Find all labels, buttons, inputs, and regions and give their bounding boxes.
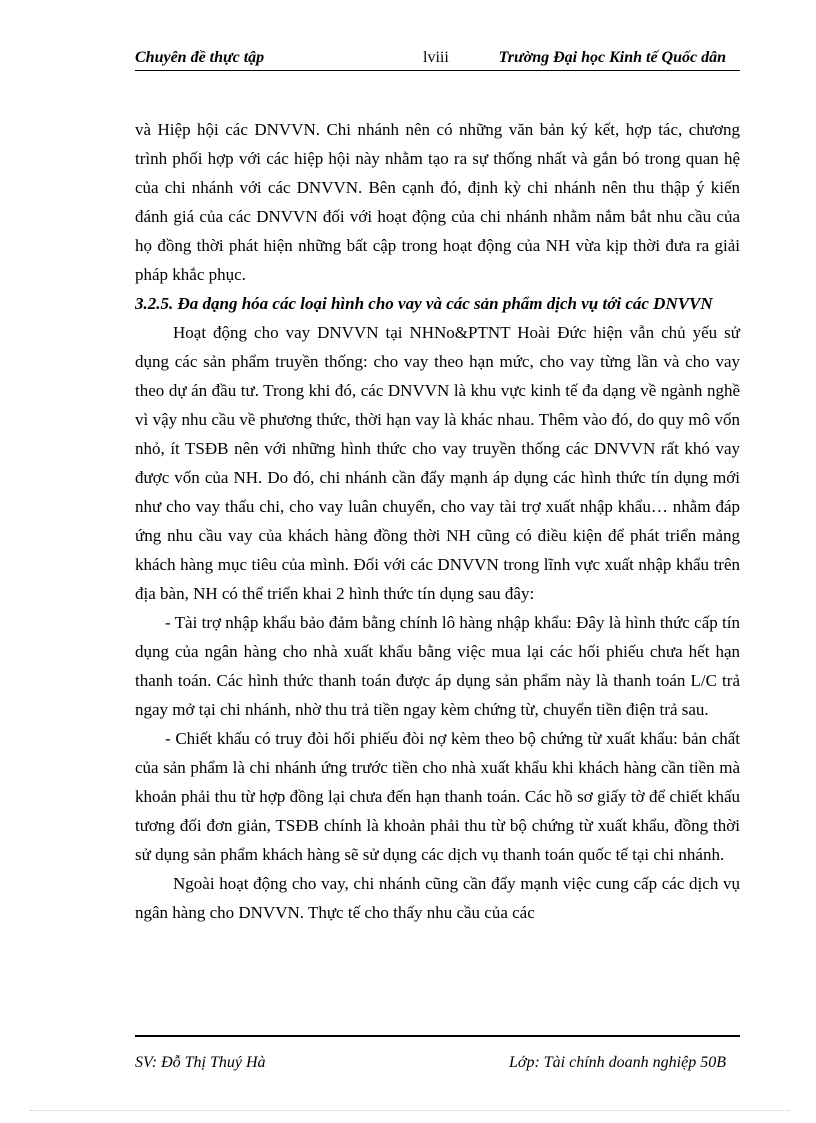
bullet-paragraph-import-finance: - Tài trợ nhập khẩu bảo đảm bằng chính lô hàng nhập khẩu: Đây là hình thức cấp tín dụng của ngân hàng cho nhà xuất khẩu bằng việc mua lại các hối phiếu chưa hết hạn thanh toán. Các hình thức thanh toán được áp dụng sản phẩm này là thanh toán L/C trả ngay mở tại chi nhánh, nhờ thu trả tiền ngay kèm chứng từ, chuyển tiền điện trả sau. <box>135 613 740 719</box>
page-body <box>135 115 740 927</box>
header-report-title: Chuyên đề thực tập <box>135 49 265 66</box>
header-university-name: Trường Đại học Kinh tế Quốc dân <box>498 49 726 66</box>
header-page-number: lviii <box>423 49 449 66</box>
body-paragraph-5: Ngoài hoạt động cho vay, chi nhánh cũng cần đẩy mạnh việc cung cấp các dịch vụ ngân hàng cho DNVVN. Thực tế cho thấy nhu cầu của các <box>135 874 740 922</box>
body-paragraph-2: Hoạt động cho vay DNVVN tại NHNo&PTNT Hoài Đức hiện vẫn chủ yếu sử dụng các sản phẩm truyền thống: cho vay theo hạn mức, cho vay từng lần và cho vay theo dự án đầu tư. Trong khi đó, các DNVVN là khu vực kinh tế đa dạng về ngành nghề vì vậy nhu cầu về phương thức, thời hạn vay là khác nhau. Thêm vào đó, do quy mô vốn nhỏ, ít TSĐB nên với những hình thức cho vay truyền thống các DNVVN rất khó vay được vốn của NH. Do đó, chi nhánh cần đẩy mạnh áp dụng các hình thức tín dụng mới như cho vay thấu chi, cho vay luân chuyển, cho vay tài trợ xuất nhập khẩu… nhằm đáp ứng nhu cầu vay của khách hàng đồng thời NH cũng có điều kiện để phát triển mảng khách hàng mục tiêu của mình. Đối với các DNVVN trong lĩnh vực xuất nhập khẩu trên địa bàn, NH có thể triển khai 2 hình thức tín dụng sau đây: <box>135 323 740 603</box>
body-paragraph-1: và Hiệp hội các DNVVN. Chi nhánh nên có những văn bản ký kết, hợp tác, chương trình phối hợp với các hiệp hội này nhằm tạo ra sự thống nhất và gắn bó trong quan hệ của chi nhánh với các DNVVN. Bên cạnh đó, định kỳ chi nhánh nên thu thập ý kiến đánh giá của các DNVVN đối với hoạt động của chi nhánh nhằm nắm bắt nhu cầu của họ đồng thời phát hiện những bất cập trong hoạt động của NH vừa kịp thời đưa ra giải pháp khắc phục. <box>135 120 740 284</box>
footer-student-name: SV: Đỗ Thị Thuý Hà <box>135 1054 266 1071</box>
header-divider <box>135 70 740 71</box>
footer-class-name: Lớp: Tài chính doanh nghiệp 50B <box>509 1054 726 1071</box>
bullet-paragraph-discount: - Chiết khấu có truy đòi hối phiếu đòi nợ kèm theo bộ chứng từ xuất khẩu: bản chất của sản phẩm là chi nhánh ứng trước tiền cho nhà xuất khẩu khi khách hàng cần tiền mà khoản phải thu từ hợp đồng lại chưa đến hạn thanh toán. Các hồ sơ giấy tờ để chiết khấu tương đối đơn giản, TSĐB chính là khoản phải thu từ bộ chứng từ xuất khẩu, đồng thời sử dụng sản phẩm khách hàng sẽ sử dụng các dịch vụ thanh toán quốc tế tại chi nhánh. <box>135 729 740 864</box>
page-header <box>135 47 740 71</box>
section-heading: 3.2.5. Đa dạng hóa các loại hình cho vay và các sản phẩm dịch vụ tới các DNVVN <box>135 294 713 313</box>
page-bottom-edge <box>30 1110 790 1111</box>
footer-divider <box>135 1035 740 1037</box>
